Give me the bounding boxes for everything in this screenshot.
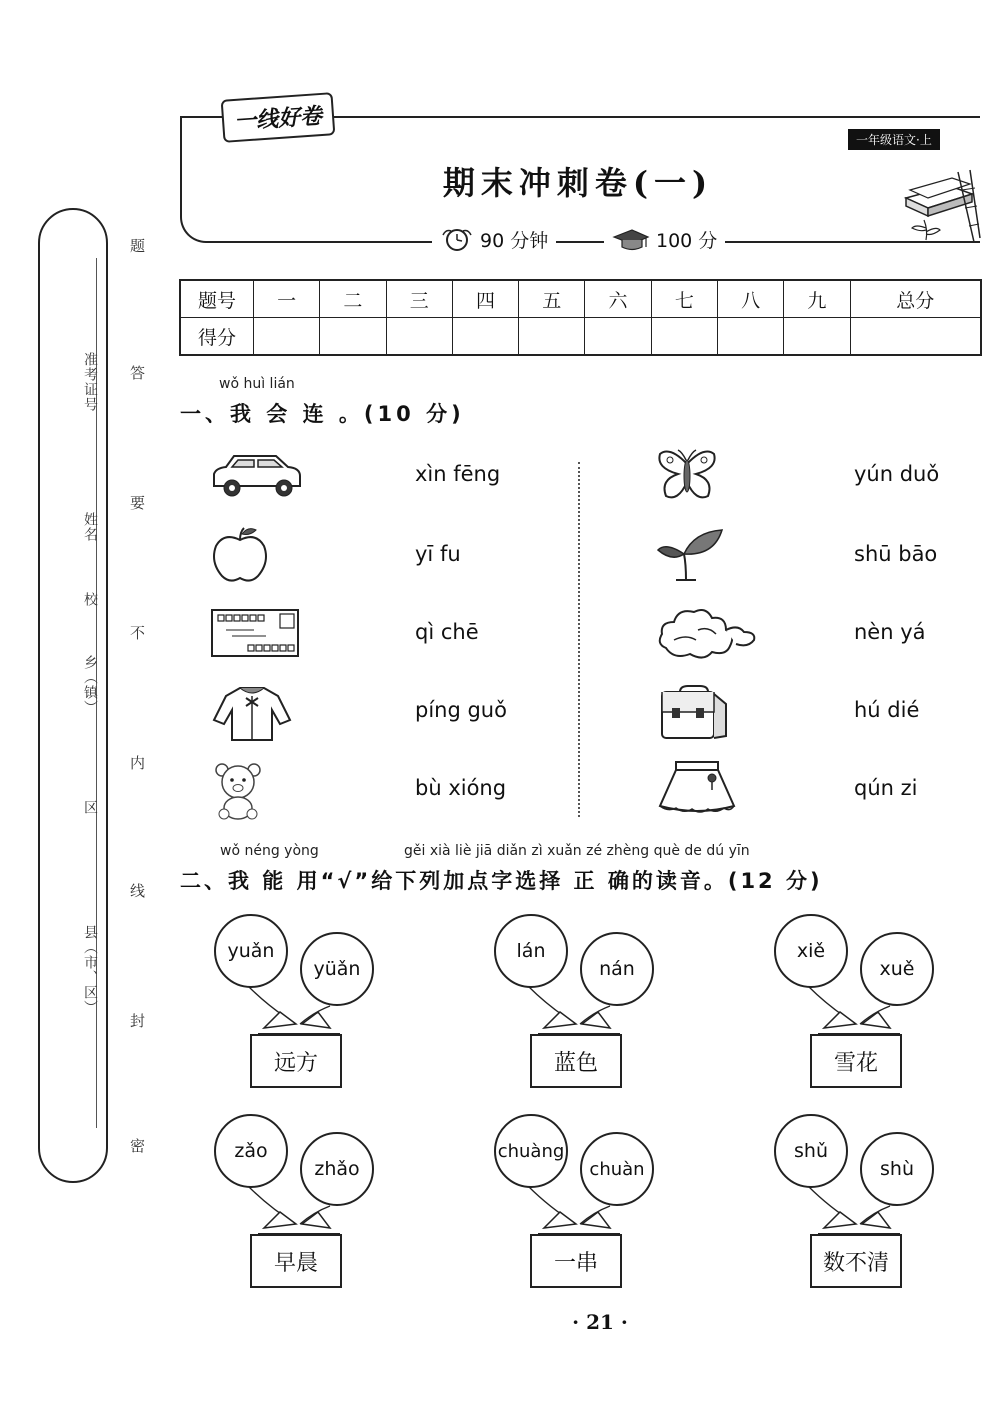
- score-table-col: 五: [519, 280, 585, 318]
- score-cell[interactable]: [386, 318, 452, 356]
- exam-score-text: 100 分: [656, 230, 718, 252]
- score-table-col: 六: [585, 280, 651, 318]
- section2-pinyin: gěi xià liè jiā diǎn zì xuǎn zé zhèng què de dú yīn: [404, 843, 750, 859]
- score-table-score-row: [180, 318, 981, 356]
- right-pinyin: shū bāo: [854, 542, 938, 566]
- right-pinyin: hú dié: [854, 698, 920, 722]
- envelope-picture: [210, 608, 300, 658]
- score-table: [179, 279, 982, 356]
- left-pinyin: bù xióng: [415, 776, 507, 800]
- gift-box-word: 雪花: [810, 1034, 902, 1088]
- graduation-cap-icon: [612, 227, 650, 253]
- binding-field-school: 校: [82, 592, 98, 607]
- seal-char: 内: [130, 754, 146, 772]
- binding-field-exam-id: 准考证号: [82, 352, 98, 412]
- score-cell[interactable]: [850, 318, 981, 356]
- score-cell[interactable]: [519, 318, 585, 356]
- seal-char: 题: [130, 237, 146, 255]
- balloon-gift-item: [770, 1112, 950, 1292]
- score-table-col: 二: [320, 280, 386, 318]
- balloon-gift-item: [210, 1112, 390, 1292]
- jacket-picture: [212, 684, 292, 742]
- seal-char: 线: [130, 882, 146, 900]
- left-pinyin: píng guǒ: [415, 698, 507, 722]
- pinyin-option-left[interactable]: chuàng: [494, 1114, 568, 1188]
- page-number: · 21 ·: [572, 1310, 628, 1334]
- seal-char: 答: [130, 364, 146, 382]
- seal-char: 密: [130, 1137, 146, 1155]
- seal-char: 要: [130, 494, 146, 512]
- schoolbag-picture: [656, 684, 732, 742]
- gift-box-word: 蓝色: [530, 1034, 622, 1088]
- score-table-col: 八: [717, 280, 783, 318]
- exam-title: 期末冲刺卷(一): [442, 164, 714, 202]
- score-table-col: 总分: [850, 280, 981, 318]
- bear-picture: [212, 762, 268, 820]
- score-cell[interactable]: [717, 318, 783, 356]
- exam-time-text: 90 分钟: [480, 230, 549, 252]
- section2-pinyin: wǒ néng yòng: [220, 843, 319, 859]
- apple-picture: [210, 526, 270, 584]
- right-pinyin: yún duǒ: [854, 462, 940, 486]
- binding-field-town: 乡（镇）: [82, 655, 98, 715]
- pinyin-option-left[interactable]: lán: [494, 914, 568, 988]
- section2-title: 二、我 能 用“√”给下列加点字选择 正 确的读音。(12 分): [180, 869, 823, 893]
- seal-char: 封: [130, 1012, 146, 1030]
- balloon-gift-item: [770, 912, 950, 1092]
- seal-char: 不: [130, 624, 146, 642]
- balloon-gift-item: [490, 912, 670, 1092]
- score-table-col: 四: [452, 280, 518, 318]
- pinyin-option-left[interactable]: zǎo: [214, 1114, 288, 1188]
- score-cell[interactable]: [254, 318, 320, 356]
- exam-score: [604, 226, 725, 253]
- gift-box-word: 远方: [250, 1034, 342, 1088]
- pinyin-option-right[interactable]: nán: [580, 932, 654, 1006]
- section1-title: 一、我 会 连 。(10 分): [180, 402, 465, 426]
- sprout-picture: [656, 528, 724, 582]
- balloon-gift-item: [490, 1112, 670, 1292]
- left-pinyin: qì chē: [415, 620, 479, 644]
- pinyin-option-right[interactable]: xuě: [860, 932, 934, 1006]
- score-table-col: 九: [784, 280, 850, 318]
- section1-pinyin: wǒ huì lián: [219, 376, 295, 392]
- gift-box-word: 一串: [530, 1234, 622, 1288]
- right-pinyin: nèn yá: [854, 620, 926, 644]
- left-pinyin: xìn fēng: [415, 462, 501, 486]
- binding-field-district: 区: [82, 800, 98, 815]
- binding-field-name: 姓名: [82, 512, 98, 542]
- car-picture: [210, 452, 304, 498]
- right-pinyin: qún zi: [854, 776, 918, 800]
- score-table-col: 七: [651, 280, 717, 318]
- pinyin-option-left[interactable]: yuǎn: [214, 914, 288, 988]
- score-cell[interactable]: [452, 318, 518, 356]
- pinyin-option-left[interactable]: xiě: [774, 914, 848, 988]
- score-cell[interactable]: [784, 318, 850, 356]
- score-cell[interactable]: [320, 318, 386, 356]
- grade-badge: 一年级语文·上: [848, 129, 940, 150]
- clock-icon: [440, 227, 474, 253]
- exam-time: [432, 226, 556, 253]
- left-pinyin: yī fu: [415, 542, 461, 566]
- section1-divider: [578, 462, 580, 817]
- score-cell[interactable]: [651, 318, 717, 356]
- pinyin-option-right[interactable]: shù: [860, 1132, 934, 1206]
- binding-field-county: 县（市、区）: [82, 925, 98, 1015]
- pinyin-option-right[interactable]: chuàn: [580, 1132, 654, 1206]
- cloud-picture: [656, 604, 758, 662]
- pinyin-option-right[interactable]: zhǎo: [300, 1132, 374, 1206]
- skirt-picture: [656, 760, 738, 816]
- pinyin-option-right[interactable]: yüǎn: [300, 932, 374, 1006]
- score-cell[interactable]: [585, 318, 651, 356]
- score-table-col: 三: [386, 280, 452, 318]
- score-table-header-label: 题号: [180, 280, 254, 318]
- gift-box-word: 数不清: [810, 1234, 902, 1288]
- butterfly-picture: [656, 446, 718, 506]
- balloon-gift-item: [210, 912, 390, 1092]
- score-table-row-label: 得分: [180, 318, 254, 356]
- pinyin-option-left[interactable]: shǔ: [774, 1114, 848, 1188]
- score-table-header-row: [180, 280, 981, 318]
- score-table-col: 一: [254, 280, 320, 318]
- gift-box-word: 早晨: [250, 1234, 342, 1288]
- brand-logo: 一线好卷: [221, 92, 336, 143]
